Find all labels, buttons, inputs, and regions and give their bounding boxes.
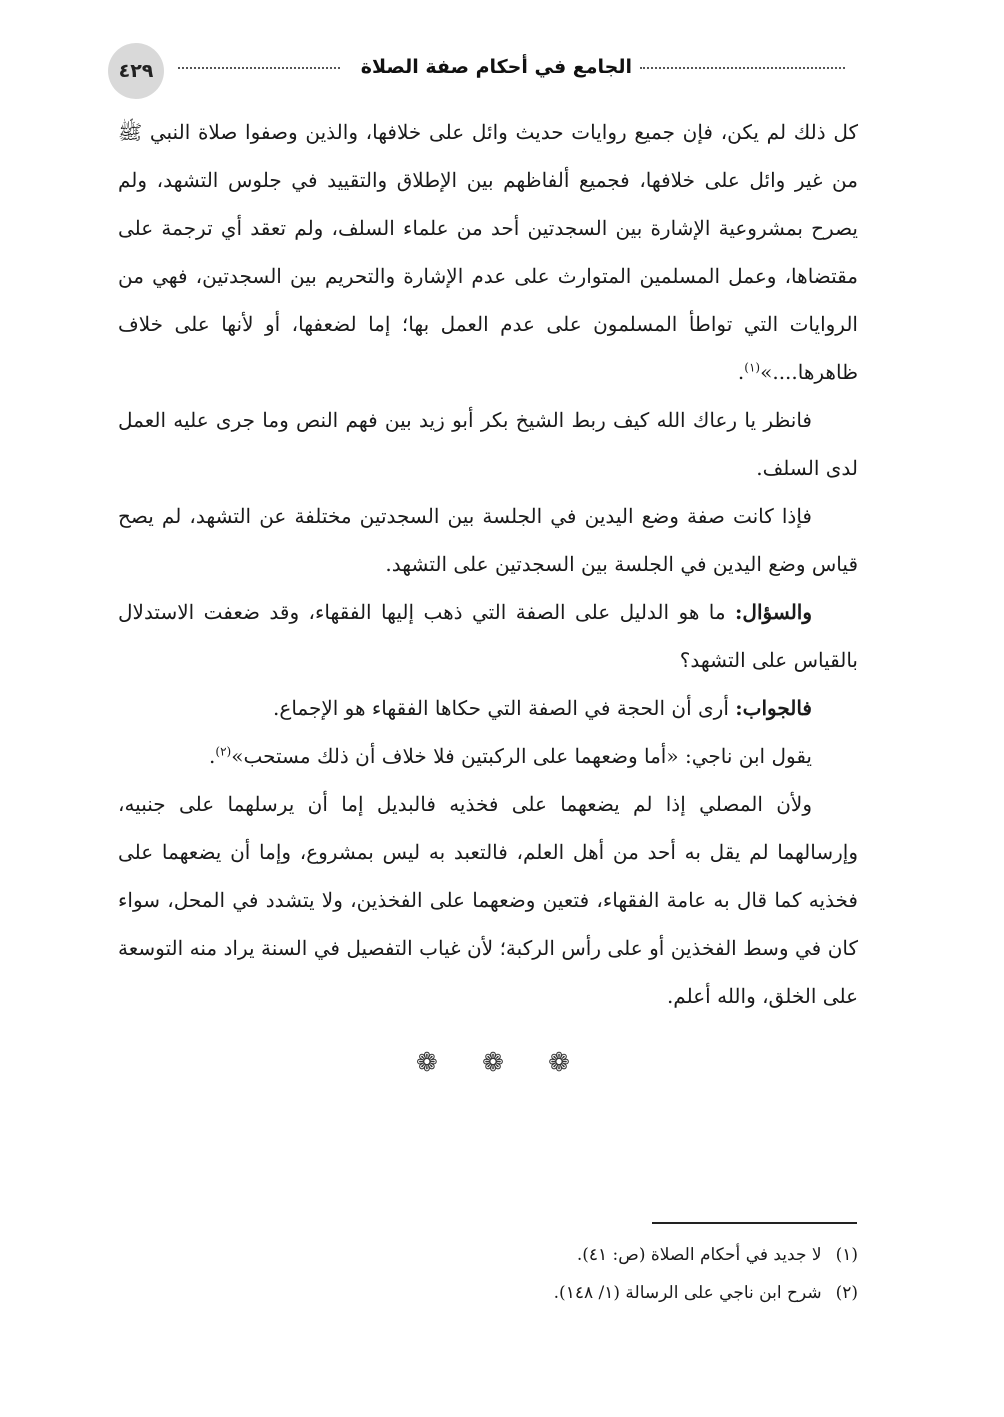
footnote-text: لا جديد في أحكام الصلاة (ص: ٤١). xyxy=(576,1245,822,1265)
paragraph-1 xyxy=(118,108,858,396)
paragraph-5 xyxy=(118,684,858,732)
paragraph-6-end: . xyxy=(209,744,216,768)
paragraph-2: فانظر يا رعاك الله كيف ربط الشيخ بكر أبو زيد بين فهم النص وما جرى عليه العمل لدى السلف. xyxy=(118,408,858,480)
header-dotted-rule-right xyxy=(640,67,845,69)
paragraph-1-text: كل ذلك لم يكن، فإن جميع روايات حديث وائل على خلافها، والذين وصفوا صلاة النبي ﷺ من غير وائل على خلافها، فجميع ألفاظهم بين الإطلاق والتقييد في جلوس التشهد، ولم يصرح بمشروعية الإشارة بين السجدتين أحد من علماء السلف، ولم تعقد أي ترجمة على مقتضاها، وعمل المسلمين المتوارث على عدم الإشارة والتحريم بين السجدتين، فهي من الروايات التي تواطأ المسلمون على عدم العمل بها؛ إما لضعفها، أو لأنها على خلاف ظاهرها....» xyxy=(118,120,858,384)
paragraph-4-text: ما هو الدليل على الصفة التي ذهب إليها الفقهاء، وقد ضعفت الاستدلال بالقياس على التشهد؟ xyxy=(118,600,858,672)
paragraph-7: ولأن المصلي إذا لم يضعهما على فخذيه فالبديل إما أن يرسلهما على جنبيه، وإرسالهما لم يقل به أحد من أهل العلم، فالتعبد به ليس بمشروع، وإما أن يضعهما على فخذيه كما قال به عامة الفقهاء، فتعين وضعهما على الفخذين، ولا يتشدد في المحل، سواء كان في وسط الفخذين أو على رأس الركبة؛ لأن غياب التفصيل في السنة يراد منه التوسعة على الخلق، والله أعلم. xyxy=(118,792,858,1008)
paragraph-4 xyxy=(118,588,858,684)
footnotes xyxy=(554,1236,858,1312)
footnote-ref-1[interactable]: (١) xyxy=(744,360,761,375)
footnote-1 xyxy=(554,1236,858,1274)
footnote-number: (١) xyxy=(835,1245,858,1265)
footnote-number: (٢) xyxy=(835,1283,858,1303)
paragraph-3: فإذا كانت صفة وضع اليدين في الجلسة بين السجدتين مختلفة عن التشهد، لم يصح قياس وضع اليدين في الجلسة بين السجدتين على التشهد. xyxy=(118,504,858,576)
footnote-text: شرح ابن ناجي على الرسالة (١/ ١٤٨). xyxy=(553,1283,822,1303)
paragraph-6 xyxy=(118,732,858,780)
footnote-2 xyxy=(554,1274,858,1312)
answer-lead: فالجواب: xyxy=(735,696,812,720)
paragraph-5-text: أرى أن الحجة في الصفة التي حكاها الفقهاء هو الإجماع. xyxy=(273,696,736,720)
page-number: ٤٢٩ xyxy=(108,43,164,99)
paragraph-6-text: يقول ابن ناجي: «أما وضعهما على الركبتين فلا خلاف أن ذلك مستحب» xyxy=(231,744,812,768)
header-dotted-rule-left xyxy=(178,67,340,69)
question-lead: والسؤال: xyxy=(735,600,812,624)
main-text xyxy=(118,108,858,1020)
running-header-title: الجامع في أحكام صفة الصلاة xyxy=(360,56,632,78)
section-ornament-icon: ❁ ❁ ❁ xyxy=(416,1048,588,1078)
paragraph-1-end: . xyxy=(737,360,745,384)
footnote-separator xyxy=(652,1222,857,1224)
footnote-ref-2[interactable]: (٢) xyxy=(215,744,232,759)
